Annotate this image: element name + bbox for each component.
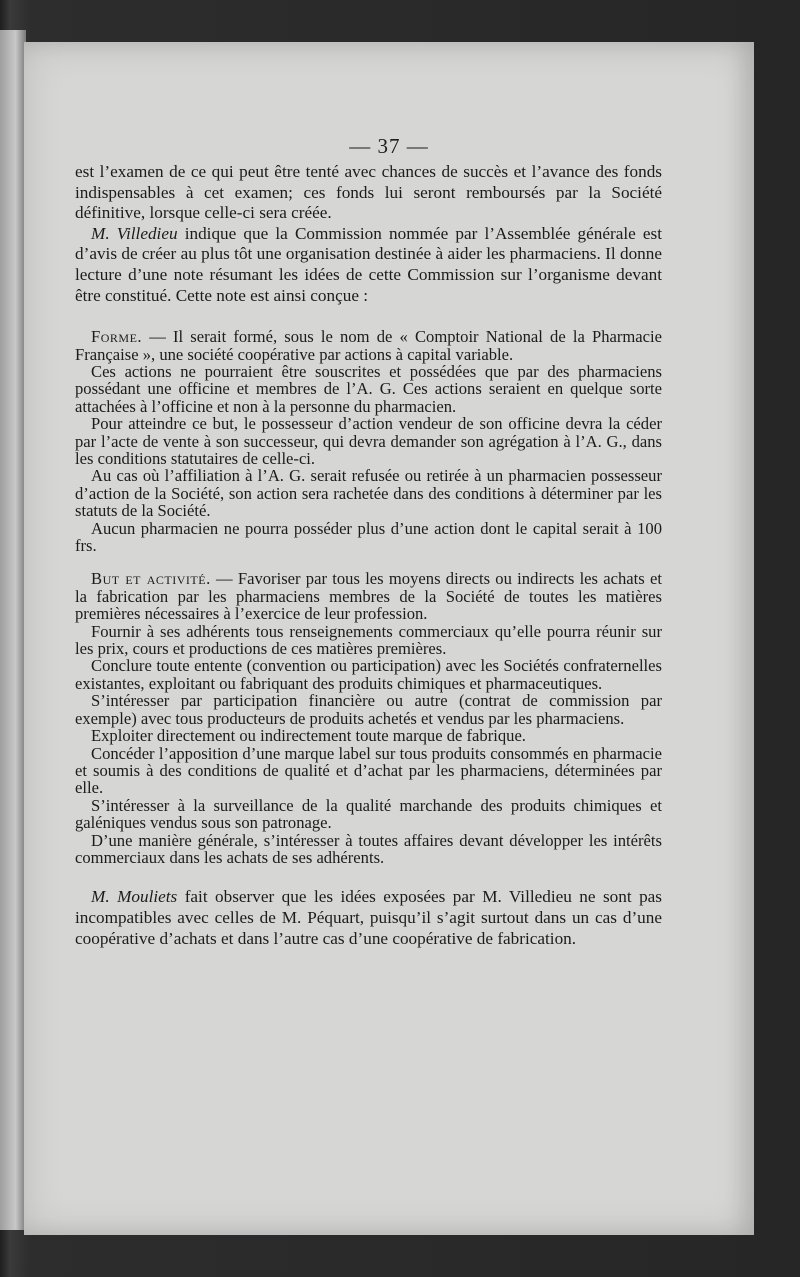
page-number: — 37 —	[349, 134, 429, 158]
but-section	[75, 570, 662, 866]
forme-paragraph-3: Pour atteindre ce but, le possesseur d’action vendeur de son officine devra la céder par l’acte de vente à son successeur, qui devra demander son agrégation à l’A. G., dans les conditions statutaires de celle-ci.	[75, 414, 662, 468]
closing-section	[75, 887, 662, 949]
forme-section	[75, 328, 662, 554]
intro-paragraph-2-text: indique que la Commission nommée par l’Assemblée générale est d’avis de créer au plus tôt une organisation destinée à aider les pharmaciens. Il donne lecture d’une note résumant les idées de cette Commission sur l’organisme devant être constitué. Cette note est ainsi conçue :	[75, 223, 662, 305]
intro-paragraph-2	[75, 224, 662, 306]
forme-paragraph-5: Aucun pharmacien ne pourra posséder plus d’une action dont le capital serait à 100 frs.	[75, 518, 662, 556]
speaker-mouliets: M. Mouliets	[91, 887, 178, 907]
closing-paragraph-text: fait observer que les idées exposées par M. Villedieu ne sont pas incompatibles avec celles de M. Péquart, puisqu’il s’agit surtout dans un cas d’une coopérative d’achats et dans l’autre cas d’une coopérative de fabrication.	[75, 887, 662, 948]
forme-paragraph-4: Au cas où l’affiliation à l’A. G. serait refusée ou retirée à un pharmacien possesseur d’action de la Société, son action sera rachetée dans des conditions à déterminer par les statuts de la Société.	[75, 466, 662, 521]
intro-paragraph-1: est l’examen de ce qui peut être tenté avec chances de succès et l’avance des fonds indispensables à cet examen; ces fonds lui seront remboursés par la Société définitive, lorsque celle-ci sera créée.	[75, 162, 662, 223]
forme-paragraph-2: Ces actions ne pourraient être souscrites et possédées que par des pharmaciens possédant une officine et membres de l’A. G. Ces actions seraient en quelque sorte attachées à l’officine et non à la personne du pharmacien.	[75, 361, 662, 416]
but-paragraph-1	[75, 570, 662, 622]
forme-heading: Forme.	[91, 327, 143, 347]
but-paragraph-6: Concéder l’apposition d’une marque label sur tous produits consommés en pharmacie et soumis à des conditions de qualité et d’achat par les pharmaciens, déterminées par elle.	[75, 743, 662, 798]
facing-page-edge	[0, 30, 26, 1230]
but-paragraph-5: Exploiter directement ou indirectement toute marque de fabrique.	[91, 726, 526, 746]
book-page	[24, 42, 754, 1235]
but-heading: But et activité.	[91, 569, 211, 589]
but-paragraph-4: S’intéresser par participation financière ou autre (contrat de commission par exemple) avec tous producteurs de produits achetés et vendus par les pharmaciens.	[75, 691, 662, 728]
but-paragraph-2: Fournir à ses adhérents tous renseignements commerciaux qu’elle pourra réunir sur les prix, cours et productions de ces matières premières.	[75, 621, 662, 659]
speaker-villedieu: M. Villedieu	[91, 223, 178, 243]
forme-paragraph-1-text: — Il serait formé, sous le nom de « Comptoir National de la Pharmacie Française », une société coopérative par actions à capital variable.	[75, 327, 662, 364]
but-paragraph-7: S’intéresser à la surveillance de la qualité marchande des produits chimiques et galéniques vendus sous son patronage.	[75, 795, 662, 833]
but-paragraph-8: D’une manière générale, s’intéresser à toutes affaires devant développer les intérêts commerciaux dans les achats de ses adhérents.	[75, 830, 662, 867]
but-paragraph-1-text: — Favoriser par tous les moyens directs ou indirects les achats et la fabrication par les pharmaciens membres de la Société de toutes les matières premières nécessaires à l’exercice de leur profession.	[75, 569, 662, 624]
intro-section	[75, 162, 662, 306]
page-text	[75, 162, 662, 949]
closing-paragraph	[75, 887, 662, 949]
forme-paragraph-1	[75, 328, 662, 363]
but-paragraph-3: Conclure toute entente (convention ou participation) avec les Sociétés confraternelles existantes, exploitant ou fabriquant des produits chimiques et pharmaceutiques.	[75, 656, 662, 693]
